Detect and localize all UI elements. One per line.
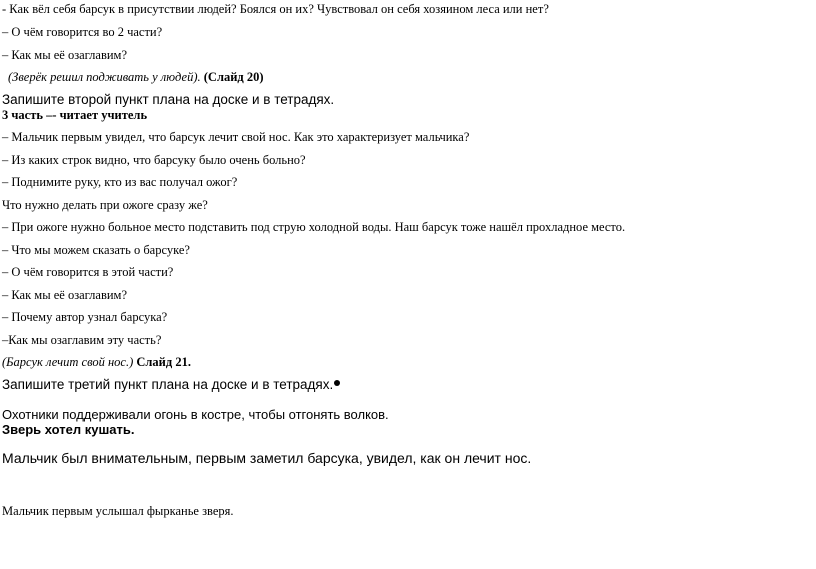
- slide-20-label: (Слайд 20): [203, 70, 264, 84]
- question-burn: – Поднимите руку, кто из вас получал ожог?: [2, 175, 238, 189]
- question-title-2: – Как мы её озаглавим?: [2, 288, 128, 302]
- note-hungry: Зверь хотел кушать.: [2, 422, 135, 437]
- answer-part2: (Зверёк решил подживать у людей).: [8, 70, 201, 84]
- question-part2: – О чём говорится во 2 части?: [2, 25, 163, 39]
- note-boy-attentive: Мальчик был внимательным, первым заметил барсука, увидел, как он лечит нос.: [2, 450, 532, 466]
- part3-heading: 3 часть –- читает учитель: [2, 108, 148, 122]
- question-badger: – Что мы можем сказать о барсуке?: [2, 243, 190, 257]
- question-behavior: - Как вёл себя барсук в присутствии людей? Боялся он их? Чувствовал он себя хозяином леса или нет?: [2, 2, 549, 16]
- question-author: – Почему автор узнал барсука?: [2, 310, 168, 324]
- answer-cold-water: – При ожоге нужно больное место подставить под струю холодной воды. Наш барсук тоже нашёл прохладное место.: [2, 220, 626, 234]
- question-burn-action: Что нужно делать при ожоге сразу же?: [2, 198, 208, 212]
- question-boy-saw: – Мальчик первым увидел, что барсук лечит свой нос. Как это характеризует мальчика?: [2, 130, 470, 144]
- question-title-3: –Как мы озаглавим эту часть?: [2, 333, 162, 347]
- question-pain: – Из каких строк видно, что барсуку было очень больно?: [2, 153, 306, 167]
- answer-line-part3: [2, 356, 191, 369]
- instruction-plan-3: [2, 378, 340, 392]
- question-title: – Как мы её озаглавим?: [2, 48, 128, 62]
- question-part-about: – О чём говорится в этой части?: [2, 265, 174, 279]
- instruction-plan-3-text: Запишите третий пункт плана на доске и в тетрадях.: [2, 377, 334, 392]
- answer-line-part2: [8, 71, 264, 84]
- note-hunters: Охотники поддерживали огонь в костре, чтобы отгонять волков.: [2, 407, 389, 422]
- slide-21-label: Слайд 21.: [136, 355, 191, 369]
- note-boy-heard: Мальчик первым услышал фырканье зверя.: [2, 504, 234, 518]
- bullet-dot-icon: [334, 380, 340, 386]
- answer-part3: (Барсук лечит свой нос.): [2, 355, 134, 369]
- instruction-plan-2: Запишите второй пункт плана на доске и в тетрадях.: [2, 92, 335, 107]
